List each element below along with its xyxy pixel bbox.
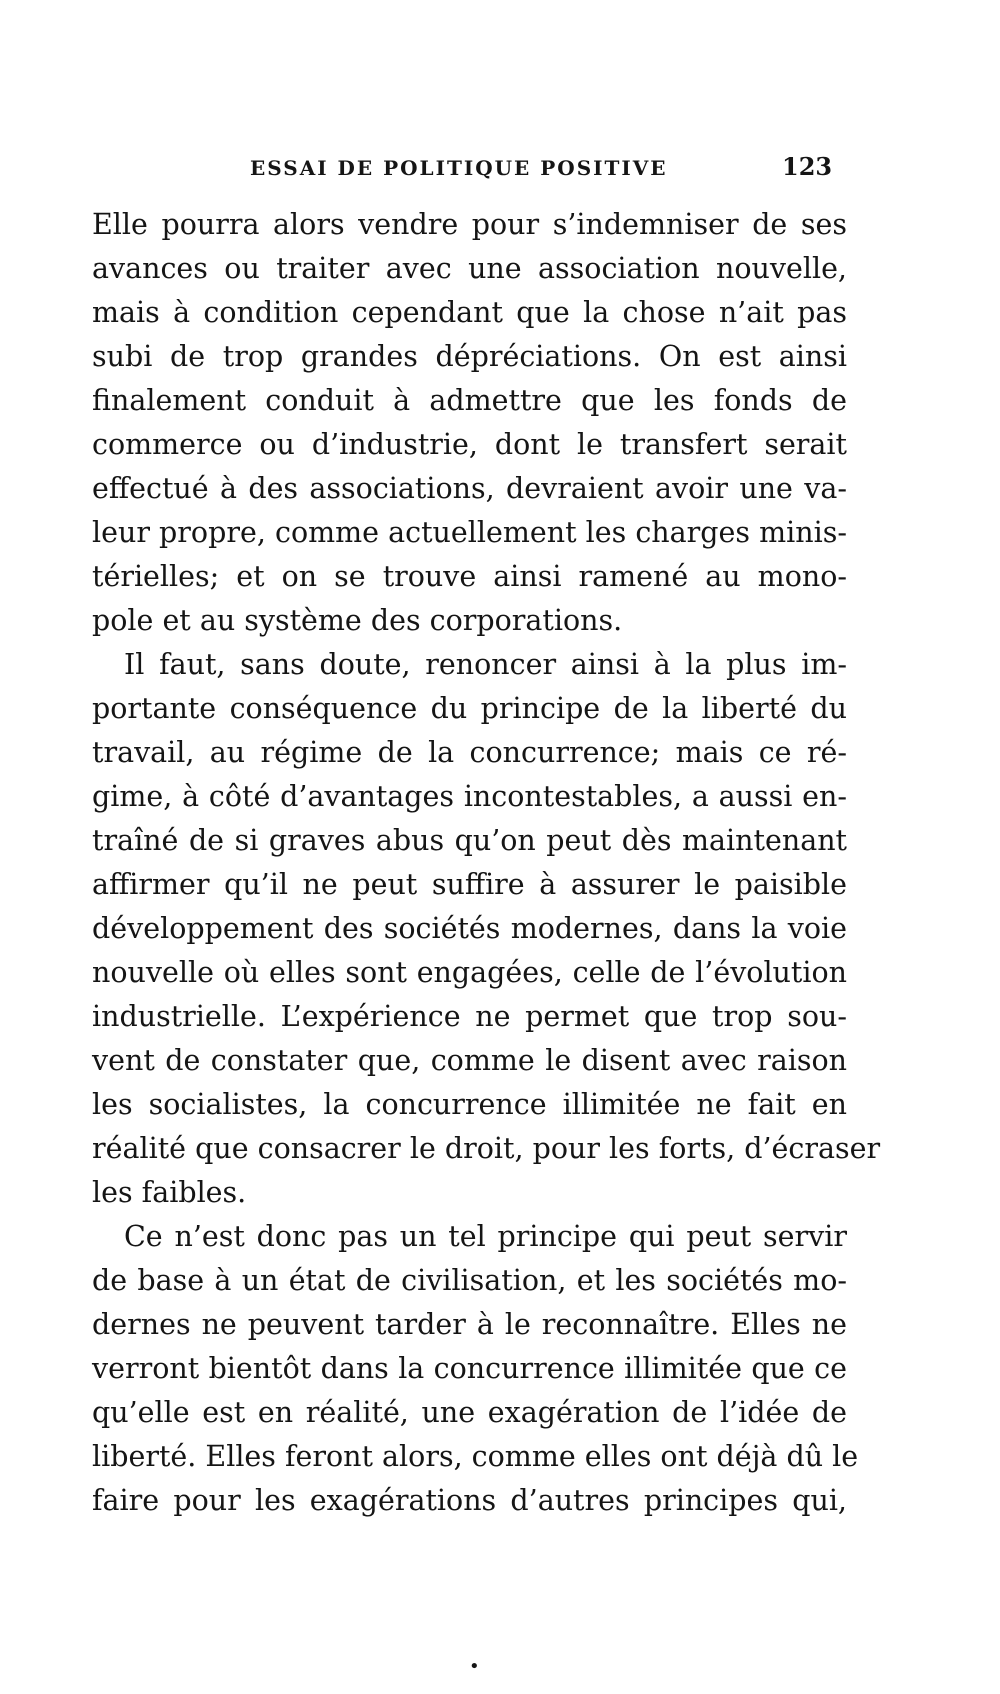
- text-line: les socialistes, la concurrence illimitée ne fait en: [92, 1088, 847, 1121]
- text-line: verront bientôt dans la concurrence illimitée que ce: [92, 1352, 847, 1385]
- text-line: pole et au système des corporations.: [92, 604, 623, 637]
- signature-mark: •: [469, 1656, 480, 1677]
- text-line: mais à condition cependant que la chose n’ait pas: [92, 296, 847, 329]
- text-line: térielles; et on se trouve ainsi ramené au mono-: [92, 560, 847, 593]
- text-line: développement des sociétés modernes, dans la voie: [92, 912, 847, 945]
- text-line: nouvelle où elles sont engagées, celle de l’évolution: [92, 956, 847, 989]
- text-line: effectué à des associations, devraient avoir une va-: [92, 472, 847, 505]
- text-line: dernes ne peuvent tarder à le reconnaître. Elles ne: [92, 1308, 847, 1341]
- running-title: ESSAI DE POLITIQUE POSITIVE: [250, 156, 668, 180]
- text-line: gime, à côté d’avantages incontestables, a aussi en-: [92, 780, 847, 813]
- text-line: avances ou traiter avec une association nouvelle,: [92, 252, 847, 285]
- text-line: subi de trop grandes dépréciations. On est ainsi: [92, 340, 847, 373]
- body-text: [92, 203, 881, 1523]
- text-line: qu’elle est en réalité, une exagération de l’idée de: [92, 1396, 847, 1429]
- text-line: affirmer qu’il ne peut suffire à assurer le paisible: [92, 868, 847, 901]
- text-line: Il faut, sans doute, renoncer ainsi à la plus im-: [124, 648, 847, 681]
- text-line: faire pour les exagérations d’autres principes qui,: [92, 1484, 847, 1517]
- text-line: vent de constater que, comme le disent avec raison: [92, 1044, 847, 1077]
- text-line: Elle pourra alors vendre pour s’indemniser de ses: [92, 208, 847, 241]
- text-line: travail, au régime de la concurrence; mais ce ré-: [92, 736, 847, 769]
- text-line: traîné de si graves abus qu’on peut dès maintenant: [92, 824, 847, 857]
- page-number: 123: [782, 152, 833, 181]
- text-line: leur propre, comme actuellement les charges minis-: [92, 516, 847, 549]
- text-line: commerce ou d’industrie, dont le transfert serait: [92, 428, 847, 461]
- text-line: réalité que consacrer le droit, pour les forts, d’écraser: [92, 1132, 881, 1165]
- text-line: Ce n’est donc pas un tel principe qui peut servir: [124, 1220, 847, 1253]
- text-line: liberté. Elles feront alors, comme elles ont déjà dû le: [92, 1440, 859, 1473]
- text-line: portante conséquence du principe de la liberté du: [92, 692, 847, 725]
- text-line: de base à un état de civilisation, et les sociétés mo-: [92, 1264, 847, 1297]
- text-line: finalement conduit à admettre que les fonds de: [92, 384, 847, 417]
- text-line: industrielle. L’expérience ne permet que trop sou-: [92, 1000, 847, 1033]
- text-line: les faibles.: [92, 1176, 247, 1209]
